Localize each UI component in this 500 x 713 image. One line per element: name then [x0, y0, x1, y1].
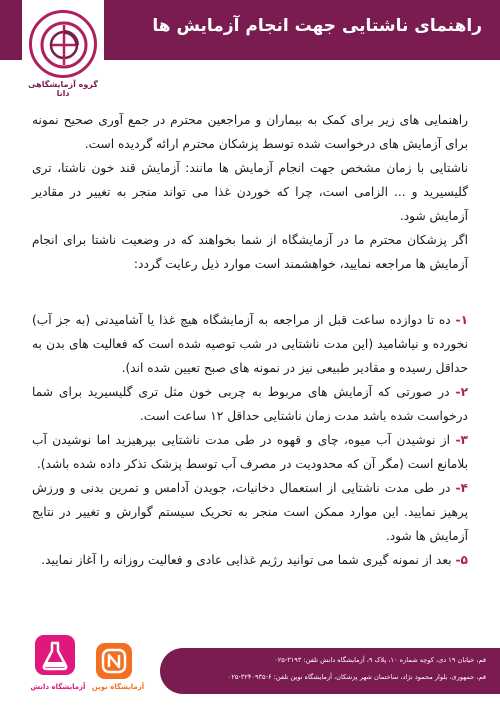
item-text: در طی مدت ناشتایی از استعمال دخانیات، جویدن آدامس و تمرین بدنی و ورزش پرهیز نمایید. این موارد ممکن است منجر به تحریک سیستم گوارش و تغییر در نتایج آزمایش ها شود. [32, 481, 468, 543]
novin-lab-label: آزمایشگاه نوین [91, 683, 145, 691]
logo-emblem-icon [29, 10, 97, 78]
list-item [32, 380, 468, 428]
list-item [32, 308, 468, 380]
intro-paragraph: ناشتایی با زمان مشخص جهت انجام آزمایش ها مانند: آزمایش قند خون ناشتا، تری گلیسیرید و ... الزامی است، چرا که خوردن غذا می تواند منجر به تغییر در مقادیر آزمایش شود. [32, 161, 468, 223]
list-item [32, 476, 468, 548]
item-text: بعد از نمونه گیری شما می توانید رژیم غذایی عادی و فعالیت روزانه را آغاز نمایید. [41, 553, 452, 567]
intro-paragraph: اگر پزشکان محترم ما در آزمایشگاه از شما بخواهند که در وضعیت ناشتا برای انجام آزمایش ها مراجعه نمایید، خواهشمند است موارد ذیل رعایت گردد: [32, 233, 468, 271]
main-content [32, 108, 468, 572]
danesh-lab-logo [35, 635, 75, 675]
address-line: قم، خیابان ۱۹ دی، کوچه شماره ۱۰، پلاک ۹، آزمایشگاه دانش تلفن: ۳۱۹۳-۰۲۵ [274, 656, 486, 664]
item-number: ۱- [455, 313, 469, 327]
item-number: ۴- [455, 481, 468, 495]
intro-paragraph: راهنمایی های زیر برای کمک به بیماران و مراجعین محترم در جمع آوری صحیح نمونه برای آزمایش های درخواست شده توسط پزشکان محترم ارائه گردیده است. [32, 113, 468, 151]
novin-lab-logo [96, 643, 132, 679]
flask-icon [35, 635, 75, 675]
item-text: از نوشیدن آب میوه، چای و قهوه در طی مدت ناشتایی بپرهیزید اما نوشیدن آب بلامانع است (مگر آن که محدودیت در مصرف آب توسط پزشک تذکر داده شده باشد). [32, 433, 468, 471]
novin-n-icon [96, 643, 132, 679]
logo-caption: گروه آزمایشگاهی دانا [28, 80, 98, 98]
item-text: ده تا دوازده ساعت قبل از مراجعه به آزمایشگاه هیچ غذا یا آشامیدنی (به جز آب) نخورده و نیاشامید (این مدت ناشتایی در شب توصیه شده است که فعالیت های بدن به حداقل رسیده و مقادیر طبیعی نیز در نمونه های صبح تعیین شده اند). [32, 313, 468, 375]
item-number: ۲- [455, 385, 469, 399]
item-number: ۳- [455, 433, 468, 447]
footer [0, 635, 500, 713]
contact-bar [160, 648, 500, 694]
list-item [32, 548, 468, 572]
address-line: قم، جمهوری، بلوار محمود نژاد، ساختمان شهر پزشکان، آزمایشگاه نوین تلفن: ۶-۳۲۴۰۹۳۵-۰۲۵ [227, 673, 486, 681]
lab-group-logo [22, 0, 104, 98]
spacer [32, 276, 468, 308]
item-text: در صورتی که آزمایش های مربوط به چربی خون مثل تری گلیسیرید برای شما درخواست شده باشد مدت زمان ناشتایی حداقل ۱۲ ساعت است. [32, 385, 468, 423]
item-number: ۵- [455, 553, 468, 567]
page-title: راهنمای ناشتایی جهت انجام آزمایش ها [152, 16, 482, 36]
danesh-lab-label: آزمایشگاه دانش [30, 683, 86, 691]
list-item [32, 428, 468, 476]
